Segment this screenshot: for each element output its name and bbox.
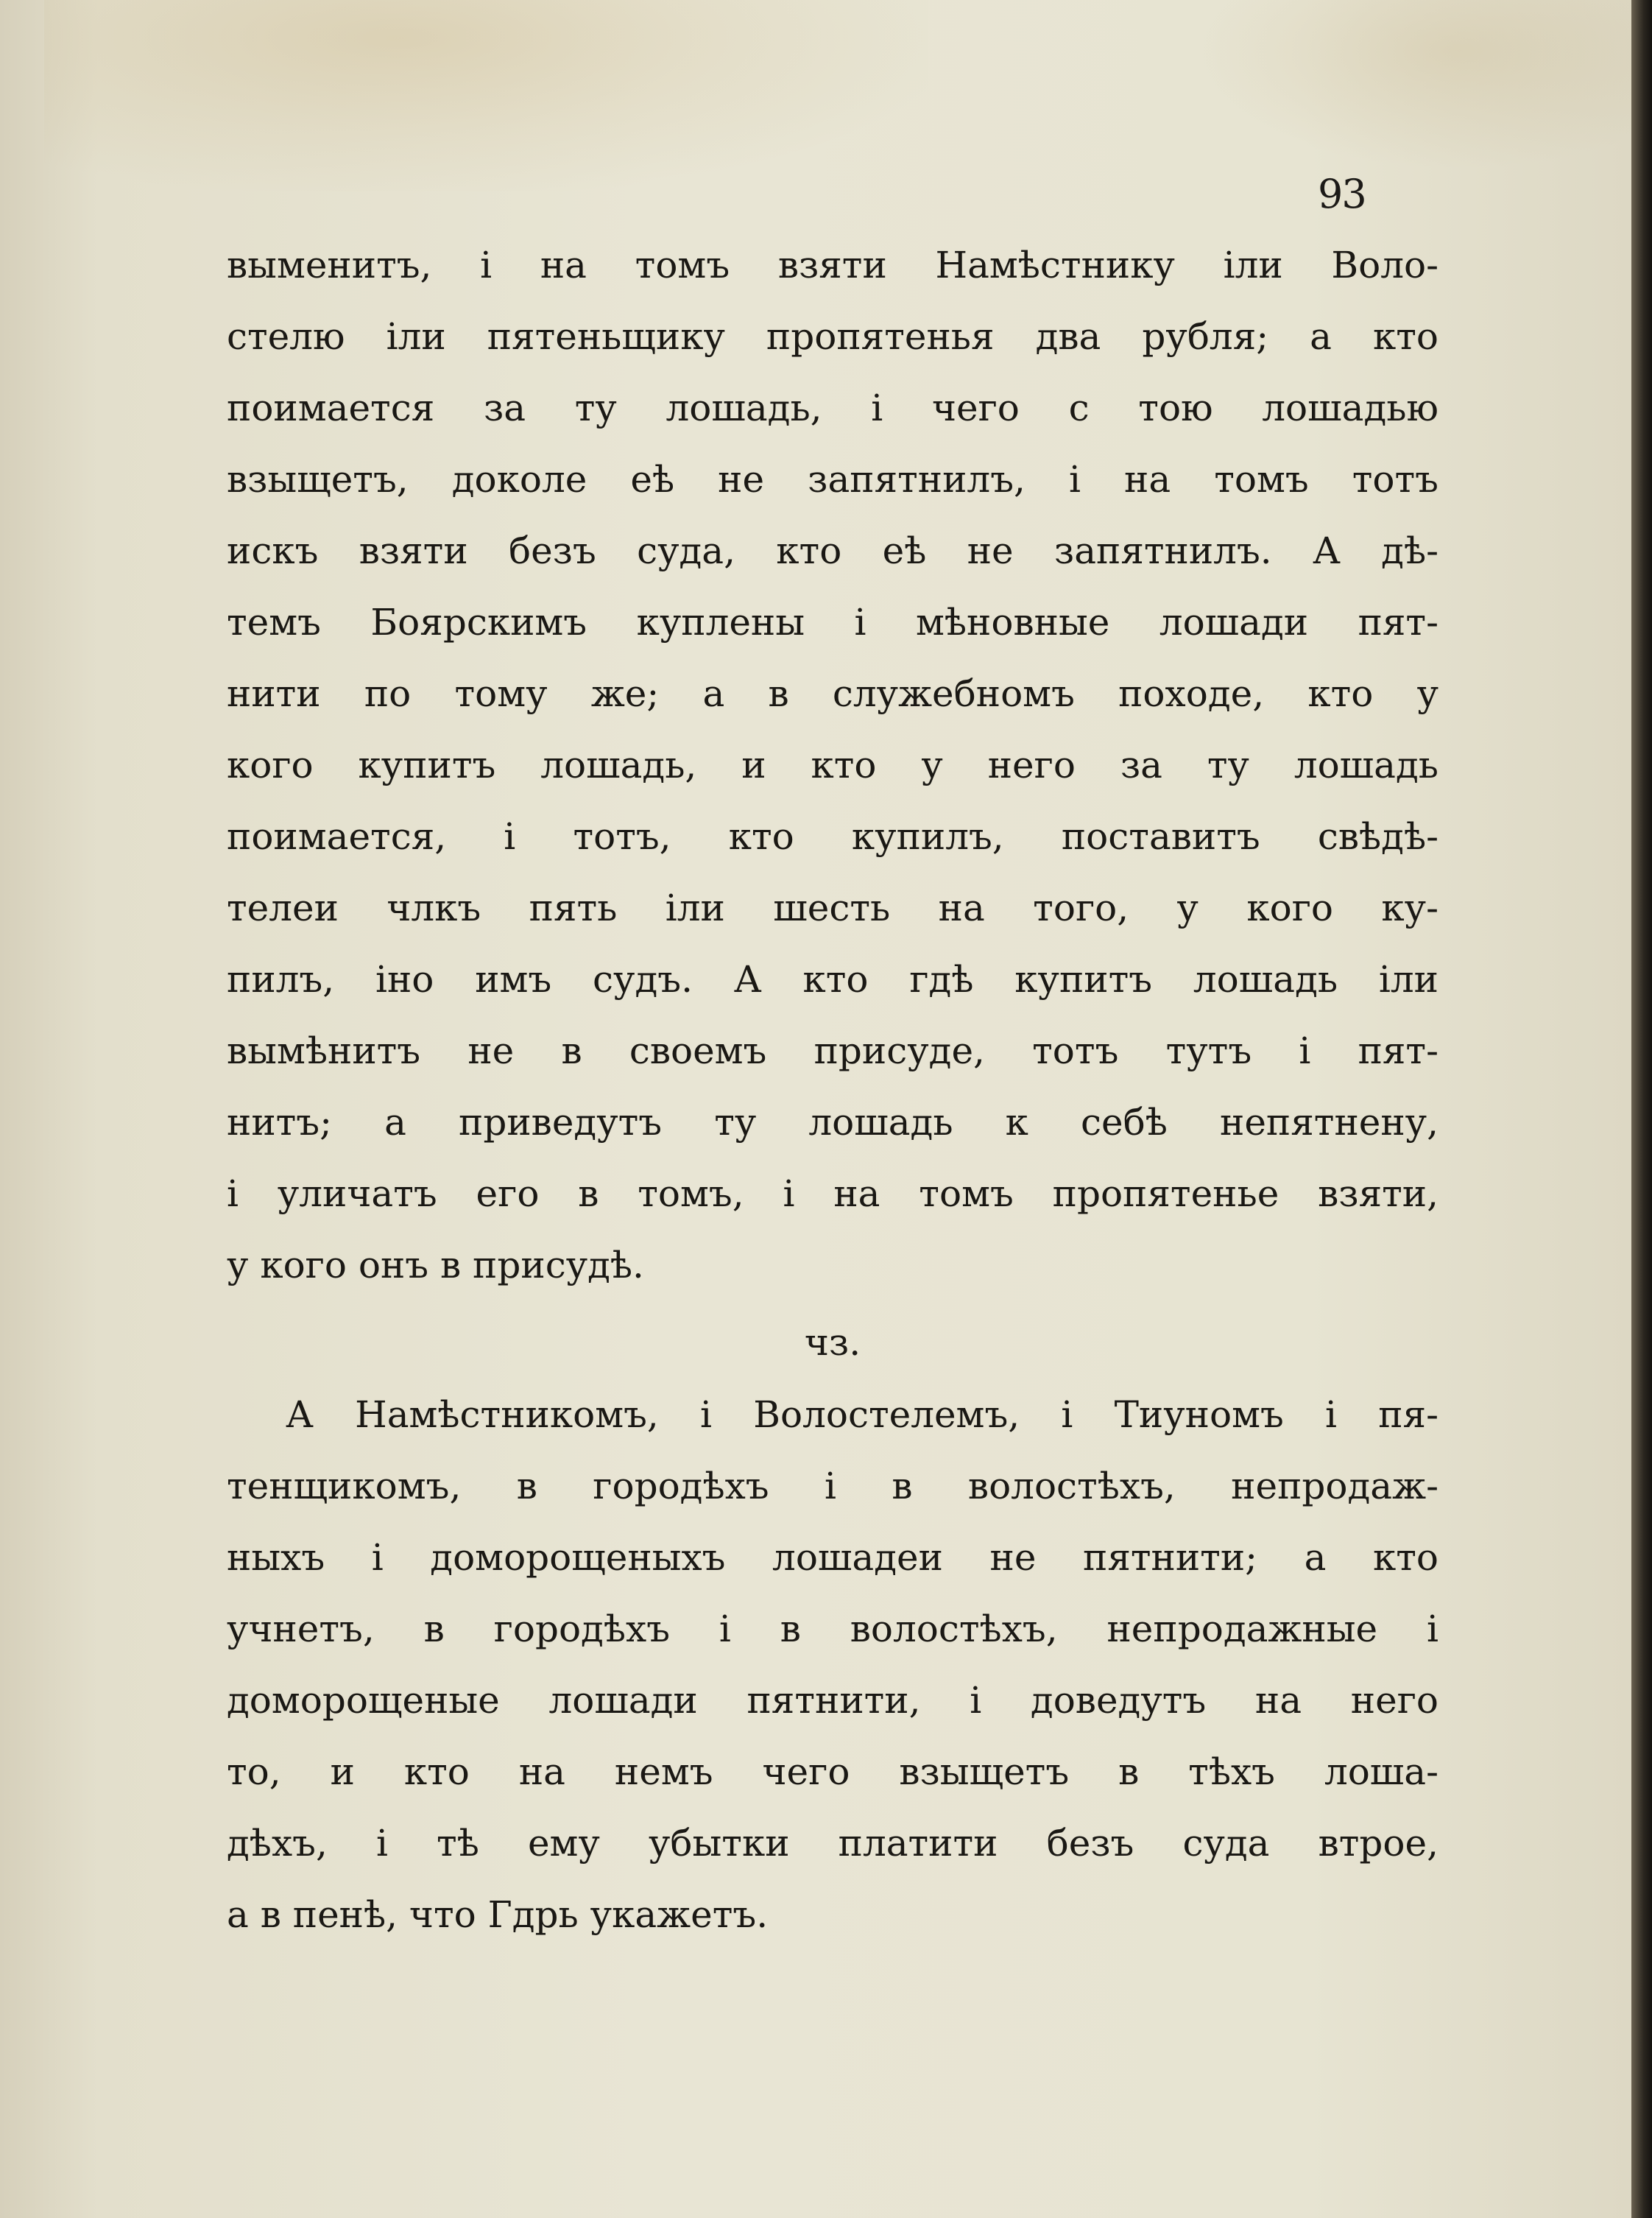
text-line: А Намѣстникомъ, і Волостелемъ, і Тиуномъ і пя- (286, 1393, 1439, 1436)
text-block (227, 230, 1439, 1951)
text-line: то, и кто на немъ чего взыщетъ в тѣхъ лоша- (227, 1750, 1439, 1793)
text-line: тенщикомъ, в городѣхъ і в волостѣхъ, непродаж- (227, 1465, 1439, 1507)
text-line: выменитъ, і на томъ взяти Намѣстнику іли Воло- (227, 244, 1439, 286)
text-line: а в пенѣ, что Гдрь укажетъ. (227, 1893, 769, 1936)
text-line: темъ Боярскимъ куплены і мѣновные лошади пят- (227, 601, 1439, 644)
text-line: дѣхъ, і тѣ ему убытки платити безъ суда втрое, (227, 1822, 1439, 1865)
text-line: ныхъ і доморощеныхъ лошадеи не пятнити; а кто (227, 1536, 1439, 1579)
text-line: телеи члкъ пять іли шесть на того, у кого ку- (227, 887, 1439, 929)
text-line: доморощеные лошади пятнити, і доведутъ на него (227, 1679, 1439, 1722)
text-line: і уличатъ его в томъ, і на томъ пропятенье взяти, (227, 1172, 1439, 1215)
text-line: учнетъ, в городѣхъ і в волостѣхъ, непродажные і (227, 1608, 1439, 1650)
text-line: искъ взяти безъ суда, кто еѣ не запятнилъ. А дѣ- (227, 529, 1439, 572)
text-line: кого купитъ лошадь, и кто у него за ту лошадь (227, 744, 1439, 786)
text-line: вымѣнитъ не в своемъ присуде, тотъ тутъ і пят- (227, 1029, 1439, 1072)
text-line: у кого онъ в присудѣ. (227, 1244, 644, 1286)
text-line: взыщетъ, доколе еѣ не запятнилъ, і на томъ тотъ (227, 458, 1439, 501)
page-number: 93 (1318, 171, 1366, 217)
text-line: нитъ; а приведутъ ту лошадь к себѣ непятнену, (227, 1101, 1439, 1144)
paragraph-2 (227, 1379, 1439, 1951)
text-line: пилъ, іно имъ судъ. А кто гдѣ купитъ лошадь іли (227, 958, 1439, 1001)
text-line: поимается, і тотъ, кто купилъ, поставитъ свѣдѣ- (227, 815, 1439, 858)
section-number: чз. (804, 1321, 861, 1364)
text-line: поимается за ту лошадь, і чего с тою лошадью (227, 387, 1439, 429)
book-spine-shadow (1631, 0, 1652, 2218)
text-line: стелю іли пятеньщику пропятенья два рубля; а кто (227, 315, 1439, 358)
paragraph-1 (227, 230, 1439, 1301)
text-line: нити по тому же; а в служебномъ походе, кто у (227, 672, 1439, 715)
